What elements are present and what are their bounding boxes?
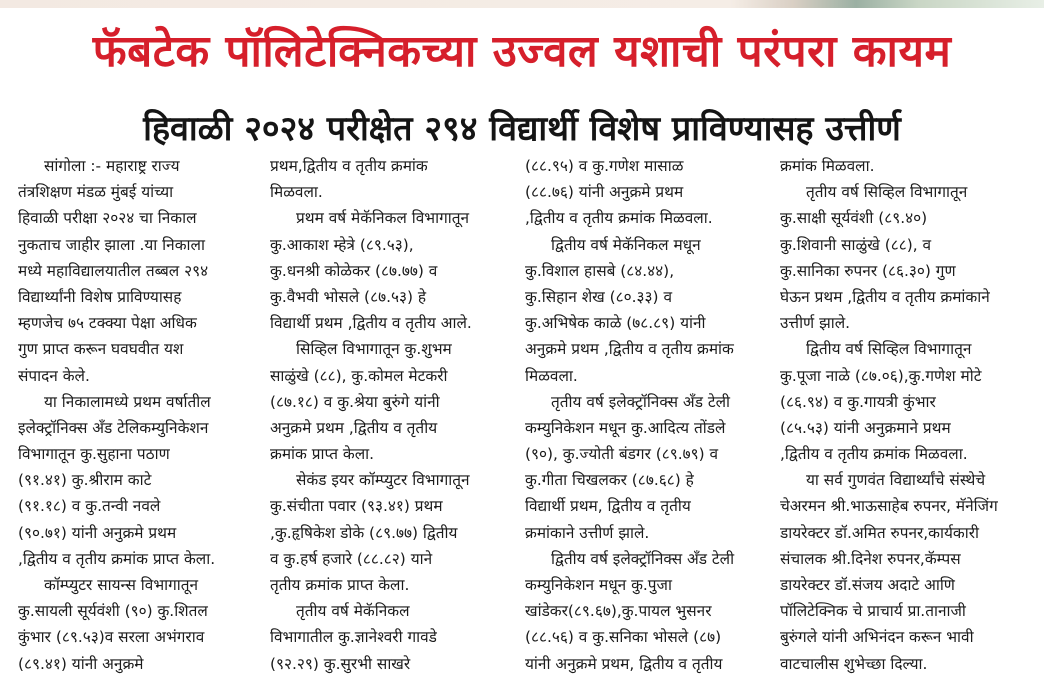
text-line: घेऊन प्रथम ,द्वितीय व तृतीय क्रमांकाने [780, 287, 990, 306]
text-line: तृतीय वर्ष इलेक्ट्रॉनिक्स अँड टेली [551, 392, 730, 411]
text-line: ,द्वितीय व तृतीय क्रमांक मिळवला. [780, 445, 968, 464]
text-line: नुकताच जाहीर झाला .या निकाला [18, 235, 205, 254]
text-line: चेअरमन श्री.भाऊसाहेब रुपनर, मॅनेजिंग [780, 497, 998, 516]
text-line: तृतीय वर्ष मेकॅनिकल [296, 602, 410, 621]
text-line: (८८.७६) यांनी अनुक्रमे प्रथम [525, 183, 684, 202]
text-line: हिवाळी परीक्षा २०२४ चा निकाल [18, 209, 197, 228]
text-line: (९०.७१) यांनी अनुक्रमे प्रथम [18, 523, 177, 542]
text-line: डायरेक्टर डॉ.संजय अदाटे आणि [780, 576, 955, 594]
text-line: सिव्हिल विभागातून कु.शुभम [296, 340, 452, 359]
text-line: सेकंड इयर कॉम्प्युटर विभागातून [296, 471, 470, 490]
text-line: तृतीय क्रमांक प्राप्त केला. [270, 576, 410, 594]
text-line: ,द्वितीय व तृतीय क्रमांक मिळवला. [525, 209, 713, 228]
text-line: ,द्वितीय व तृतीय क्रमांक प्राप्त केला. [18, 549, 216, 568]
text-line: कु.शिवानी साळुंखे (८८), व [780, 235, 932, 254]
text-line: कु.साक्षी सूर्यवंशी (८९.४०) [780, 209, 928, 228]
text-line: कु.गीता चिखलकर (८७.६८) हे [525, 471, 694, 490]
body-column-4 [780, 153, 1030, 698]
text-line: (८९.४१) यांनी अनुक्रमे [18, 654, 144, 673]
text-line: ,कु.हृषिकेश डोके (८९.७७) द्वितीय [270, 523, 458, 542]
text-line: उत्तीर्ण झाले. [780, 314, 851, 333]
text-line: संपादन केले. [18, 366, 90, 385]
text-line: कु.धनश्री कोळेकर (८७.७७) व [270, 261, 438, 280]
text-line: कु.पूजा नाळे (८७.०६),कु.गणेश मोटे [780, 366, 982, 385]
text-line: (८७.१८) व कु.श्रेया बुरुंगे यांनी [270, 392, 440, 411]
text-line: मध्ये महाविद्यालयातील तब्बल २९४ [18, 261, 209, 280]
text-line: खांडेकर(८९.६७),कु.पायल भुसनर [525, 602, 712, 621]
text-line: बुरुंगले यांनी अभिनंदन करून भावी [780, 628, 974, 647]
text-line: विद्यार्थी प्रथम ,द्वितीय व तृतीय आले. [270, 314, 472, 333]
text-line: तृतीय वर्ष सिव्हिल विभागातून [806, 183, 968, 202]
top-photo-strip [0, 0, 1044, 8]
text-line: डायरेक्टर डॉ.अमित रुपनर,कार्यकारी [780, 523, 979, 542]
text-line: या निकालामध्ये प्रथम वर्षातील [44, 392, 211, 411]
text-line: कु.वैभवी भोसले (८७.५३) हे [270, 287, 427, 306]
text-line: प्रथम वर्ष मेकॅनिकल विभागातून [296, 209, 470, 228]
text-line: कु.सिहान शेख (८०.३३) व [525, 287, 673, 306]
text-line: सांगोला :- महाराष्ट्र राज्य [44, 157, 180, 175]
text-line: कम्युनिकेशन मधून कु.पुजा [525, 576, 672, 594]
text-line: कॉम्प्युटर सायन्स विभागातून [44, 576, 199, 594]
text-line: वाटचालीस शुभेच्छा दिल्या. [780, 654, 928, 673]
text-line: पॉलिटेक्निक चे प्राचार्य प्रा.तानाजी [780, 602, 966, 621]
text-line: कु.सानिका रुपनर (८६.३०) गुण [780, 261, 956, 280]
body-column-1 [18, 153, 268, 698]
text-line: विद्यार्थ्यांनी विशेष प्राविण्यासह [18, 287, 182, 306]
text-line: अनुक्रमे प्रथम ,द्वितीय व तृतीय [270, 418, 438, 437]
text-line: विभागातील कु.ज्ञानेश्वरी गावडे [270, 628, 437, 647]
article-subheadline: हिवाळी २०२४ परीक्षेत २९४ विद्यार्थी विशेष प्राविण्यासह उत्तीर्ण [143, 109, 901, 149]
text-line: संचालक श्री.दिनेश रुपनर,कॅम्पस [780, 549, 961, 568]
text-line: यांनी अनुक्रमे प्रथम, द्वितीय व तृतीय [525, 654, 723, 673]
text-line: कुंभार (८९.५३)व सरला अभंगराव [18, 628, 205, 647]
text-line: (८८.९५) व कु.गणेश मासाळ [525, 157, 684, 175]
text-line: कु.संचीता पवार (९३.४१) प्रथम [270, 497, 443, 516]
text-line: कु.सायली सूर्यवंशी (९०) कु.शितल [18, 602, 208, 621]
text-line: (९०), कु.ज्योती बंडगर (८९.७९) व [525, 445, 719, 464]
body-column-3 [525, 153, 778, 698]
text-line: विद्यार्थी प्रथम, द्वितीय व तृतीय [525, 497, 691, 516]
text-line: कु.अभिषेक काळे (७८.८९) यांनी [525, 314, 706, 333]
text-line: अनुक्रमे प्रथम ,द्वितीय व तृतीय क्रमांक [525, 340, 734, 359]
text-line: म्हणजेच ७५ टक्क्या पेक्षा अधिक [18, 314, 197, 333]
text-line: मिळवला. [525, 366, 578, 385]
text-line: कु.आकाश म्हेत्रे (८९.५३), [270, 235, 414, 254]
body-column-2 [270, 153, 523, 698]
text-line: (८६.९४) व कु.गायत्री कुंभार [780, 392, 936, 411]
text-line: द्वितीय वर्ष मेकॅनिकल मधून [551, 235, 701, 254]
text-line: इलेक्ट्रॉनिक्स अँड टेलिकम्युनिकेशन [18, 418, 209, 437]
text-line: (८५.५३) यांनी अनुक्रमाने प्रथम [780, 418, 951, 437]
text-line: प्रथम,द्वितीय व तृतीय क्रमांक [270, 157, 428, 175]
article-body [18, 153, 1030, 698]
text-line: विभागातून कु.सुहाना पठाण [18, 445, 170, 464]
text-line: या सर्व गुणवंत विद्यार्थ्यांचे संस्थेचे [806, 471, 986, 490]
text-line: द्वितीय वर्ष सिव्हिल विभागातून [806, 340, 972, 359]
text-line: व कु.हर्ष हजारे (८८.८२) याने [270, 549, 433, 568]
text-line: (८८.५६) व कु.सनिका भोसले (८७) [525, 628, 722, 647]
text-line: क्रमांकाने उत्तीर्ण झाले. [525, 523, 650, 542]
text-line: तंत्रशिक्षण मंडळ मुंबई यांच्या [18, 183, 174, 202]
text-line: क्रमांक प्राप्त केला. [270, 445, 375, 464]
text-line: कु.विशाल हासबे (८४.४४), [525, 261, 675, 280]
article-headline: फॅबटेक पॉलिटेक्निकच्या उज्वल यशाची परंपरा कायम [92, 26, 952, 77]
text-line: द्वितीय वर्ष इलेक्ट्रॉनिक्स अँड टेली [551, 549, 735, 568]
text-line: (९२.२९) कु.सुरभी साखरे [270, 654, 411, 673]
text-line: साळुंखे (८८), कु.कोमल मेटकरी [270, 366, 448, 385]
text-line: (९१.४१) कु.श्रीराम काटे [18, 471, 152, 490]
text-line: कम्युनिकेशन मधून कु.आदित्य तोंडले [525, 418, 726, 437]
text-line: क्रमांक मिळवला. [780, 157, 875, 175]
text-line: (९१.१८) व कु.तन्वी नवले [18, 497, 161, 516]
text-line: गुण प्राप्त करून घवघवीत यश [18, 340, 184, 359]
text-line: मिळवला. [270, 183, 323, 202]
